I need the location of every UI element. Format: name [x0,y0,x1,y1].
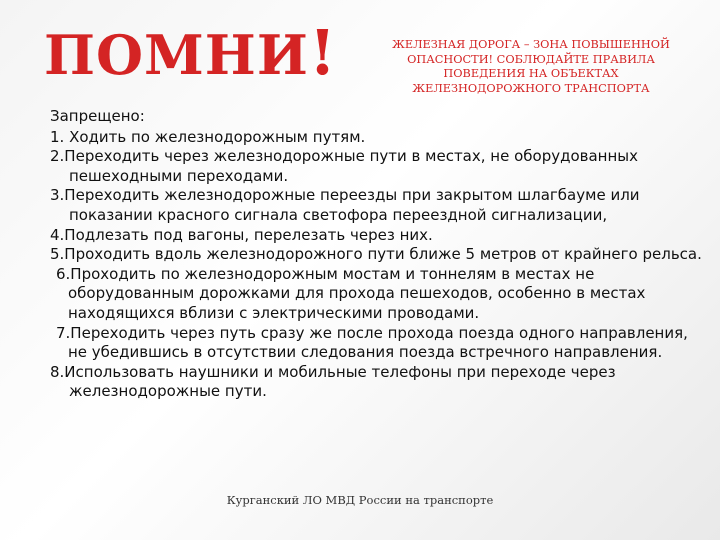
rule-item: 3.Переходить железнодорожные переезды при закрытом шлагбауме или показании красного сигнала светофора переездной сигнализации, [50,186,640,224]
intro-label: Запрещено: [50,107,145,125]
headline [44,16,338,89]
rule-item: 8.Использовать наушники и мобильные телефоны при переходе через железнодорожные пути. [50,362,616,401]
rule-item: 2.Переходить через железнодорожные пути в местах, не оборудованных пешеходными переходами. [50,147,639,185]
rules-body [50,107,710,402]
headline-exclamation: ! [308,16,338,89]
rule-item: 1. Ходить по железнодорожным путям. [50,127,366,146]
warning-subtitle: ЖЕЛЕЗНАЯ ДОРОГА – ЗОНА ПОВЫШЕННОЙ ОПАСНОСТИ! СОБЛЮДАЙТЕ ПРАВИЛА ПОВЕДЕНИЯ НА ОБЪЕКТАХ ЖЕЛЕЗНОДОРОЖНОГО ТРАНСПОРТА [392,38,670,95]
rules-list [50,128,710,402]
rule-item: 4.Подлезать под вагоны, перелезать через них. [50,225,433,244]
footer-credit: Курганский ЛО МВД России на транспорте [226,493,494,507]
rule-item: 7.Переходить через путь сразу же после прохода поезда одного направления, не убедившись в отсутствии следования поезда встречного направления. [56,323,688,362]
rule-item: 5.Проходить вдоль железнодорожного пути ближе 5 метров от крайнего рельса. [50,245,702,264]
headline-text: ПОМНИ [44,23,309,87]
rule-item: 6.Проходить по железнодорожным мостам и тоннелям в местах не оборудованным дорожками для прохода пешеходов, особенно в местах находящихся вблизи с электрическими проводами. [56,264,646,322]
